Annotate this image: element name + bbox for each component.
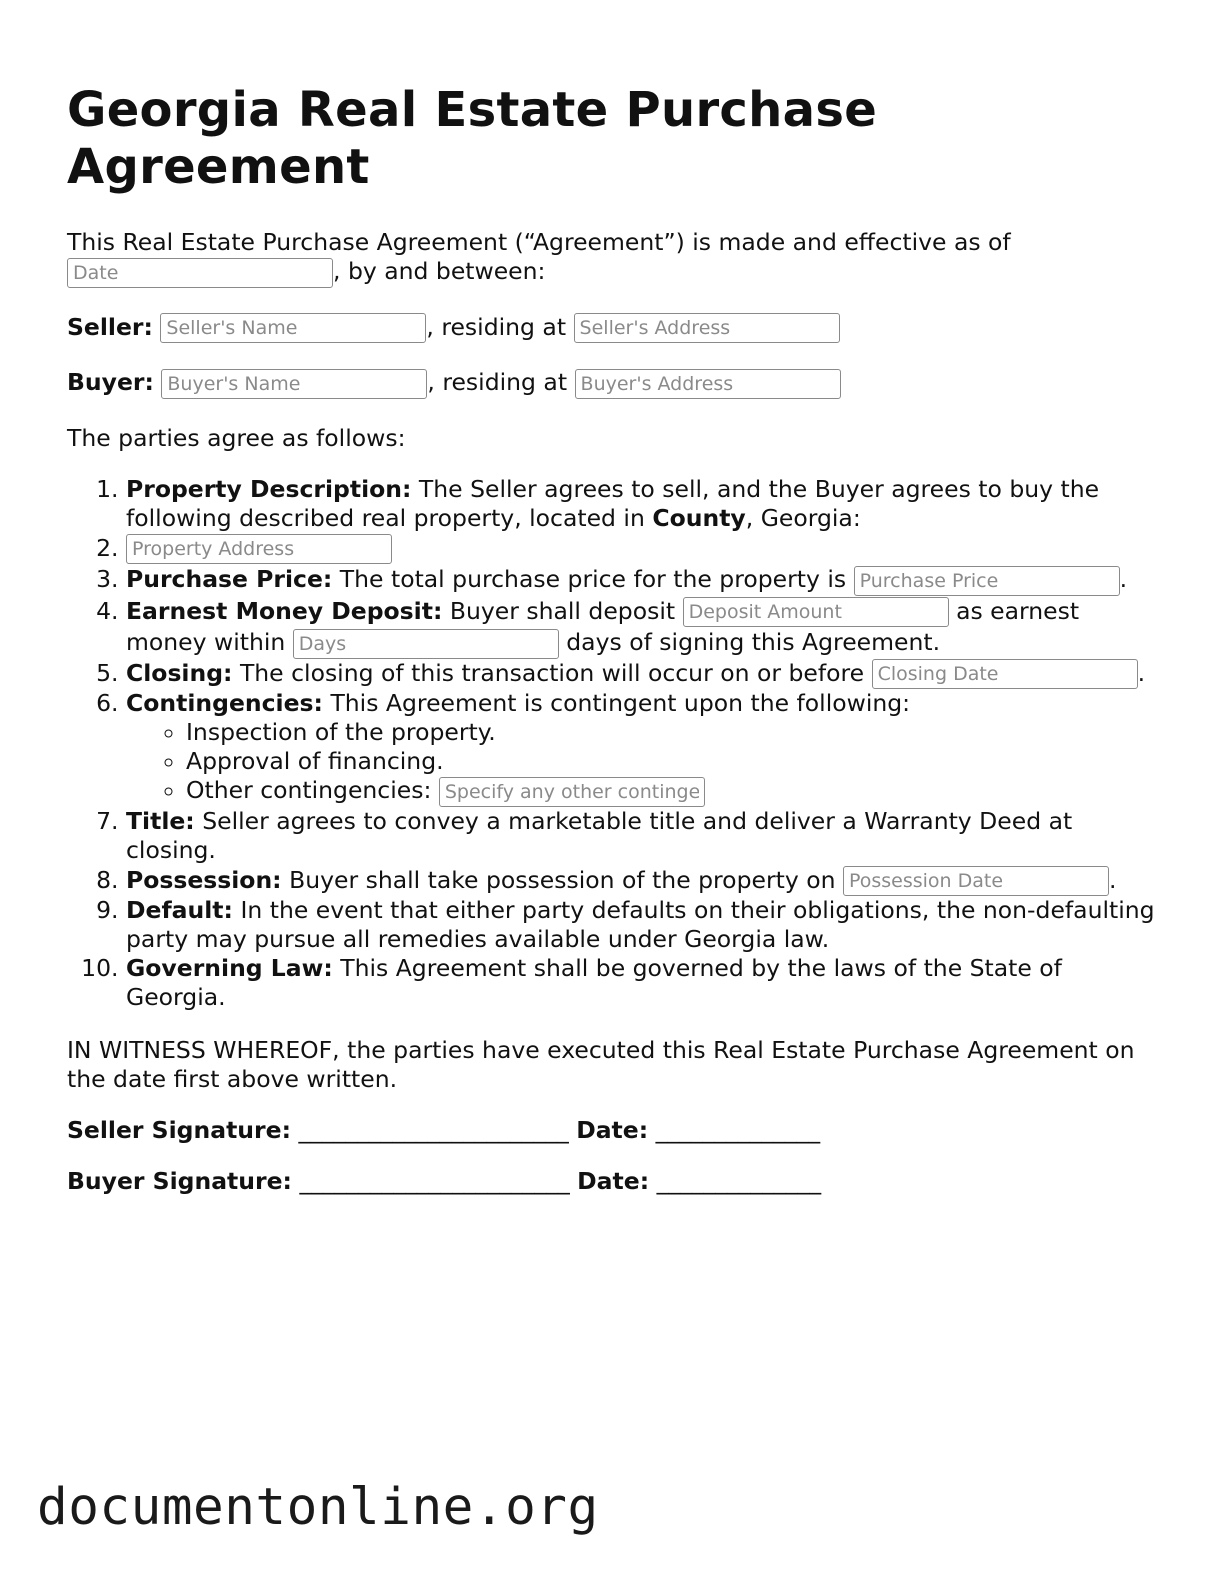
seller-address-input[interactable] — [574, 313, 840, 343]
buyer-line — [67, 368, 1167, 399]
buyer-residing-text: , residing at — [427, 368, 568, 396]
property-address-input[interactable] — [126, 534, 392, 564]
days-input[interactable] — [293, 629, 559, 659]
term-end: . — [1119, 565, 1128, 593]
term-label: Contingencies: — [126, 689, 323, 717]
term-text: The total purchase price for the property is — [339, 565, 847, 593]
term-default — [126, 896, 1167, 954]
seller-signature-line — [67, 1116, 1167, 1145]
possession-date-input[interactable] — [843, 866, 1109, 896]
term-earnest-money — [126, 596, 1167, 659]
seller-signature-label: Seller Signature: — [67, 1116, 291, 1144]
term-label: Purchase Price: — [126, 565, 333, 593]
other-contingencies-input[interactable] — [439, 777, 705, 807]
term-property-address — [126, 533, 1167, 565]
contingency-item-other — [186, 776, 1167, 807]
term-text: Buyer shall take possession of the property on — [289, 865, 836, 894]
term-text: The closing of this transaction will occur on or before — [239, 658, 865, 687]
buyer-address-input[interactable] — [575, 369, 841, 399]
seller-name-input[interactable] — [160, 313, 426, 343]
terms-list — [67, 475, 1167, 1013]
contingency-other-label: Other contingencies: — [186, 776, 432, 804]
contingency-item: ◦ Approval of financing. — [186, 747, 1167, 776]
term-closing — [126, 659, 1167, 690]
purchase-price-input[interactable] — [854, 566, 1120, 596]
term-title — [126, 807, 1167, 865]
closing-date-input[interactable] — [872, 659, 1138, 689]
term-text: Buyer shall deposit — [449, 596, 676, 625]
parties-agree-text: The parties agree as follows: — [67, 423, 406, 452]
seller-signature-blank: _______________________ — [298, 1116, 569, 1144]
term-purchase-price — [126, 564, 1167, 596]
buyer-signature-label: Buyer Signature: — [67, 1167, 292, 1195]
document-page — [67, 82, 1167, 1218]
term-text: In the event that either party defaults on their obligations, the non-defaulting party may pursue all remedies available under Georgia law. — [126, 896, 1155, 953]
term-label: Title: — [126, 806, 195, 835]
seller-residing-text: , residing at — [426, 312, 567, 341]
term-label: Possession: — [126, 865, 282, 894]
intro-paragraph — [67, 228, 1167, 288]
term-label: Closing: — [126, 658, 233, 687]
term-property-description — [126, 475, 1167, 533]
site-watermark: documentonline.org — [37, 1478, 599, 1537]
county-label: County — [652, 503, 746, 532]
seller-date-blank: ______________ — [655, 1116, 821, 1144]
term-text: as earnest money within — [126, 596, 1080, 656]
term-text: The Seller agrees to sell, and the Buyer agrees to buy the following described real property, located in — [126, 474, 1100, 532]
term-label: Governing Law: — [126, 954, 333, 982]
term-text: Seller agrees to convey a marketable title and deliver a Warranty Deed at closing. — [126, 806, 1073, 864]
page-title: Georgia Real Estate Purchase Agreement — [67, 82, 878, 195]
buyer-signature-line — [67, 1167, 1167, 1196]
term-text: This Agreement shall be governed by the laws of the State of Georgia. — [126, 954, 1062, 1011]
buyer-date-label: Date: — [577, 1167, 650, 1195]
intro-text-after: , by and between: — [333, 257, 546, 285]
term-end: . — [1108, 865, 1117, 894]
witness-paragraph: IN WITNESS WHEREOF, the parties have executed this Real Estate Purchase Agreement on the date first above written. — [67, 1036, 1135, 1093]
term-contingencies — [126, 689, 1167, 807]
term-label: Earnest Money Deposit: — [126, 596, 443, 625]
term-label: Property Description: — [126, 474, 412, 503]
deposit-amount-input[interactable] — [683, 597, 949, 627]
buyer-signature-blank: _______________________ — [299, 1167, 570, 1195]
term-governing-law — [126, 954, 1167, 1012]
seller-date-label: Date: — [576, 1116, 649, 1144]
contingency-item: ◦ Inspection of the property. — [186, 718, 1167, 747]
term-text: days of signing this Agreement. — [566, 628, 941, 656]
term-end: . — [1137, 658, 1146, 687]
buyer-label: Buyer: — [67, 368, 154, 396]
term-label: Default: — [126, 896, 233, 924]
buyer-name-input[interactable] — [161, 369, 427, 399]
buyer-date-blank: ______________ — [656, 1167, 822, 1195]
term-possession — [126, 865, 1167, 897]
term-text: This Agreement is contingent upon the following: — [330, 689, 911, 717]
term-text: , Georgia: — [745, 503, 861, 532]
seller-label: Seller: — [67, 312, 153, 341]
date-input[interactable] — [67, 258, 333, 288]
intro-text: This Real Estate Purchase Agreement (“Agreement”) is made and effective as of — [67, 228, 1011, 256]
seller-line — [67, 313, 1167, 344]
contingencies-list — [126, 718, 1167, 807]
